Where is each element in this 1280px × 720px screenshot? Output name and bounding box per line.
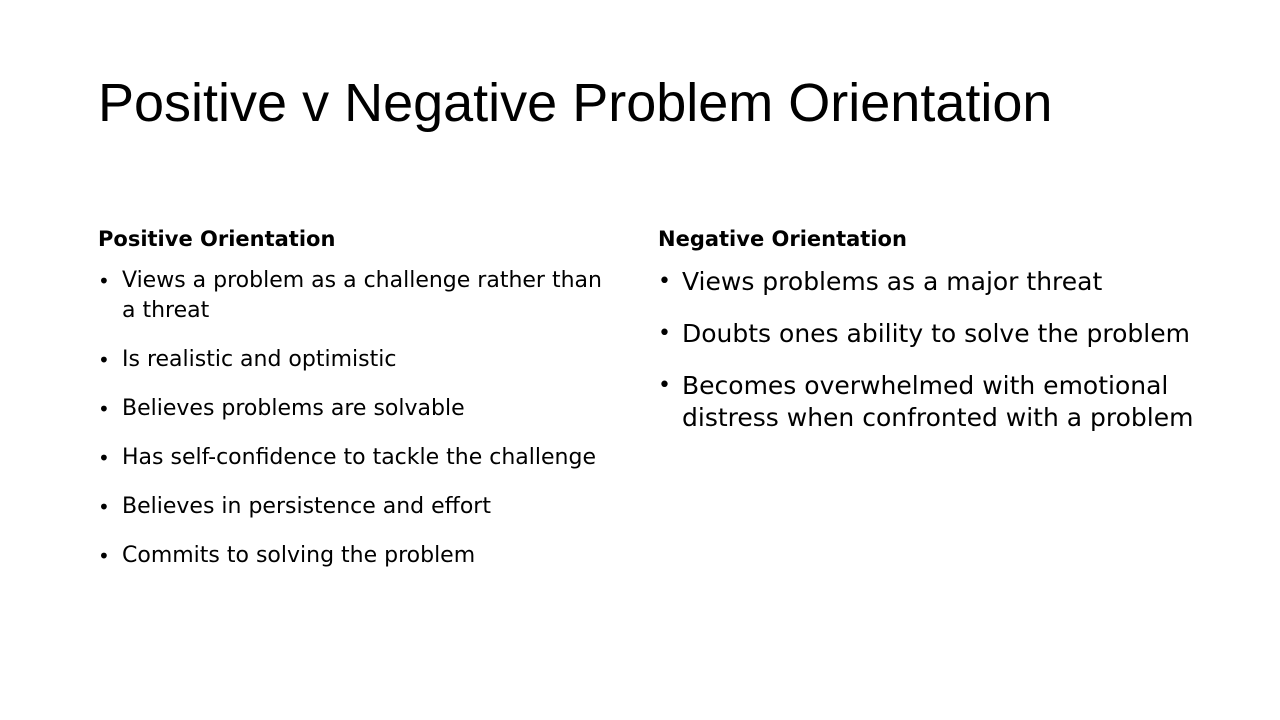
list-item-text: Is realistic and optimistic: [122, 347, 397, 372]
list-item: [98, 492, 618, 522]
positive-orientation-column: [98, 224, 618, 590]
list-item-text: Doubts ones ability to solve the problem: [682, 319, 1190, 348]
bullet-icon: •: [98, 544, 110, 568]
list-item: [98, 345, 618, 375]
bullet-icon: •: [98, 397, 110, 421]
negative-orientation-list: [658, 266, 1218, 434]
negative-orientation-heading: Negative Orientation: [658, 227, 907, 251]
bullet-icon: •: [98, 495, 110, 519]
list-item-text: Views problems as a major threat: [682, 267, 1103, 296]
bullet-icon: •: [98, 269, 110, 293]
list-item-text: Becomes overwhelmed with emotional distress when confronted with a problem: [682, 371, 1194, 432]
list-item-text: Believes problems are solvable: [122, 396, 465, 421]
bullet-icon: •: [98, 446, 110, 470]
bullet-icon: •: [658, 321, 671, 346]
list-item: [98, 541, 618, 571]
list-item: [658, 266, 1218, 298]
negative-orientation-column: [658, 224, 1218, 454]
list-item: [98, 266, 618, 326]
list-item-text: Views a problem as a challenge rather than a threat: [122, 268, 602, 323]
list-item-text: Commits to solving the problem: [122, 543, 476, 568]
list-item-text: Has self-confidence to tackle the challenge: [122, 445, 596, 470]
positive-orientation-list: [98, 266, 618, 571]
list-item-text: Believes in persistence and effort: [122, 494, 491, 519]
bullet-icon: •: [98, 348, 110, 372]
slide-title: Positive v Negative Problem Orientation: [98, 73, 1053, 133]
list-item: [98, 443, 618, 473]
list-item: [98, 394, 618, 424]
positive-orientation-heading: Positive Orientation: [98, 227, 336, 251]
bullet-icon: •: [658, 269, 671, 294]
list-item: [658, 370, 1218, 434]
bullet-icon: •: [658, 373, 671, 398]
list-item: [658, 318, 1218, 350]
